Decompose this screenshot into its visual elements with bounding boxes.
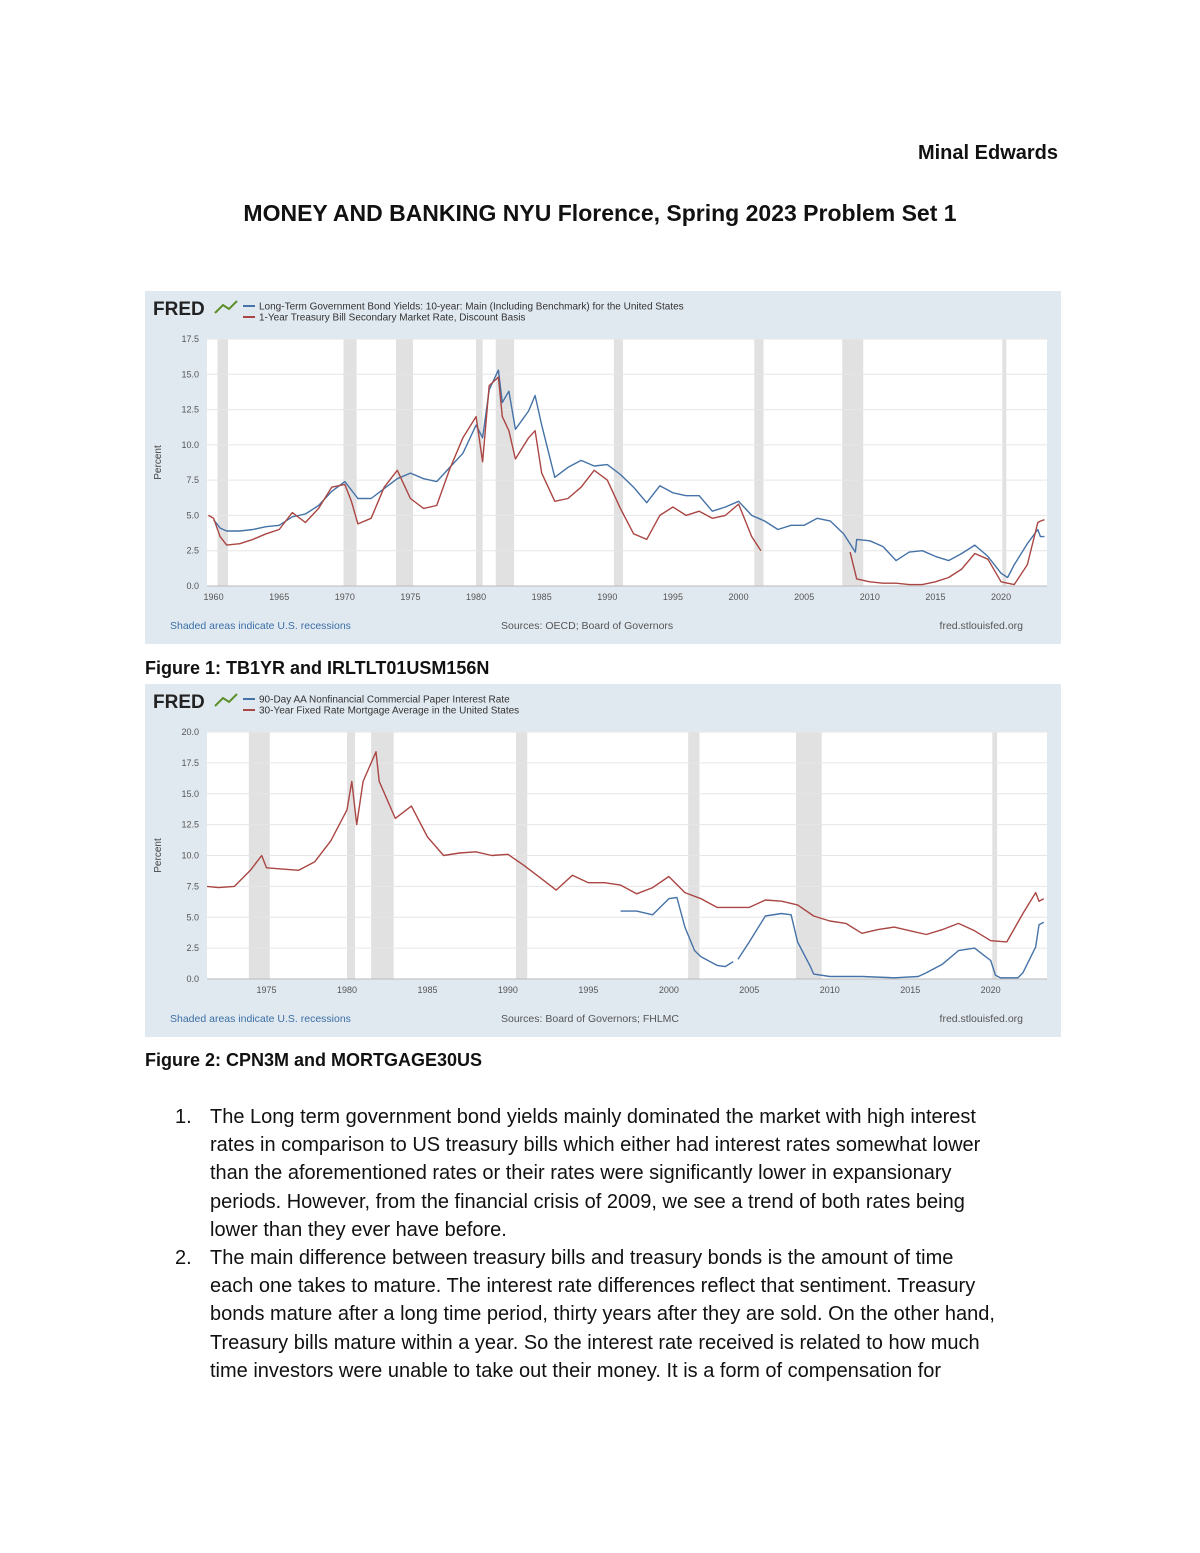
x-tick-label: 1985 [531,592,552,602]
list-line: bonds mature after a long time period, thirty years after they are sold. On the other hand, [210,1303,995,1326]
x-tick-label: 1980 [466,592,487,602]
recession-band [614,339,623,586]
fred-logo: FRED [153,692,205,713]
list-line: lower than they ever have before. [210,1218,507,1241]
x-tick-label: 2020 [980,985,1001,995]
list-line: each one takes to mature. The interest rate differences reflect that sentiment. Treasury [210,1275,976,1298]
list-item [145,1103,1065,1244]
list-line: than the aforementioned rates or their rates were significantly lower in expansionary [210,1162,952,1185]
x-tick-label: 1990 [497,985,518,995]
x-tick-label: 2015 [925,592,946,602]
y-tick-label: 0.0 [186,974,199,984]
y-tick-label: 5.0 [186,510,199,521]
y-axis-label: Percent [153,445,164,480]
x-tick-label: 1995 [662,592,683,602]
legend-entry: 90-Day AA Nonfinancial Commercial Paper Interest Rate [259,694,510,706]
y-tick-label: 20.0 [181,727,199,737]
fred-chart-2 [145,684,1061,1037]
y-tick-label: 5.0 [186,912,199,923]
y-tick-label: 0.0 [186,581,199,591]
x-tick-label: 1970 [334,592,355,602]
list-item [145,1244,1065,1385]
x-tick-label: 2020 [991,592,1012,602]
x-tick-label: 1995 [578,985,599,995]
author-name: Minal Edwards [917,142,1058,164]
footer-sources: Sources: Board of Governors; FHLMC [501,1013,679,1025]
legend-entry: 1-Year Treasury Bill Secondary Market Rate, Discount Basis [259,312,526,324]
x-tick-label: 1975 [400,592,421,602]
chart-svg [145,684,1061,1037]
answer-list [145,1103,1065,1385]
list-line: periods. However, from the financial crisis of 2009, we see a trend of both rates being [210,1190,965,1213]
list-line: The main difference between treasury bills and treasury bonds is the amount of time [210,1247,954,1270]
list-number: 2. [175,1247,192,1270]
x-tick-label: 2000 [658,985,679,995]
y-tick-label: 15.0 [181,369,199,380]
list-line: rates in comparison to US treasury bills which either had interest rates somewhat lower [210,1134,981,1157]
list-line: Treasury bills mature within a year. So the interest rate received is related to how much [210,1331,980,1354]
recession-band [754,339,763,586]
recession-band [218,339,229,586]
list-line: time investors were unable to take out their money. It is a form of compensation for [210,1359,942,1382]
y-tick-label: 7.5 [186,881,199,892]
y-tick-label: 10.0 [181,439,199,450]
y-tick-label: 17.5 [181,757,199,768]
list-number: 1. [175,1106,192,1128]
y-tick-label: 17.5 [181,334,199,344]
figure-caption-1: Figure 1: TB1YR and IRLTLT01USM156N [145,658,490,678]
x-tick-label: 2000 [728,592,749,602]
y-tick-label: 7.5 [186,475,199,486]
figure-caption-2: Figure 2: CPN3M and MORTGAGE30US [145,1050,483,1070]
legend-entry: Long-Term Government Bond Yields: 10-year: Main (Including Benchmark) for the United States [259,301,684,313]
y-tick-label: 2.5 [186,943,199,954]
document-title: MONEY AND BANKING NYU Florence, Spring 2023 Problem Set 1 [243,200,957,226]
recession-band [344,339,357,586]
x-tick-label: 2015 [900,985,921,995]
recession-band [1002,339,1006,586]
x-tick-label: 2005 [739,985,760,995]
y-tick-label: 10.0 [181,850,199,861]
x-tick-label: 1980 [336,985,358,995]
footer-sources: Sources: OECD; Board of Governors [501,620,674,632]
footer-url: fred.stlouisfed.org [939,1013,1023,1025]
x-tick-label: 1975 [256,985,277,995]
footer-url: fred.stlouisfed.org [939,620,1023,632]
legend-entry: 30-Year Fixed Rate Mortgage Average in the United States [259,705,520,717]
x-tick-label: 1990 [597,592,618,602]
x-tick-label: 2010 [819,985,840,995]
fred-chart-1 [145,291,1061,644]
plot-area [207,339,1047,586]
recession-band [396,339,413,586]
y-tick-label: 12.5 [181,819,199,830]
x-tick-label: 2010 [859,592,880,602]
fred-chart-icon [215,301,237,313]
list-line: The Long term government bond yields mainly dominated the market with high interest [210,1106,976,1128]
y-tick-label: 2.5 [186,545,199,556]
x-tick-label: 2005 [794,592,815,602]
x-tick-label: 1960 [203,592,224,602]
y-axis-label: Percent [153,838,164,873]
y-tick-label: 12.5 [181,404,199,415]
footer-recession-note: Shaded areas indicate U.S. recessions [170,1013,351,1025]
chart-svg [145,291,1061,644]
y-tick-label: 15.0 [181,788,199,799]
fred-logo: FRED [153,299,205,320]
footer-recession-note: Shaded areas indicate U.S. recessions [170,620,351,632]
x-tick-label: 1965 [269,592,290,602]
fred-chart-icon [215,694,237,706]
recession-band [476,339,483,586]
x-tick-label: 1985 [417,985,438,995]
